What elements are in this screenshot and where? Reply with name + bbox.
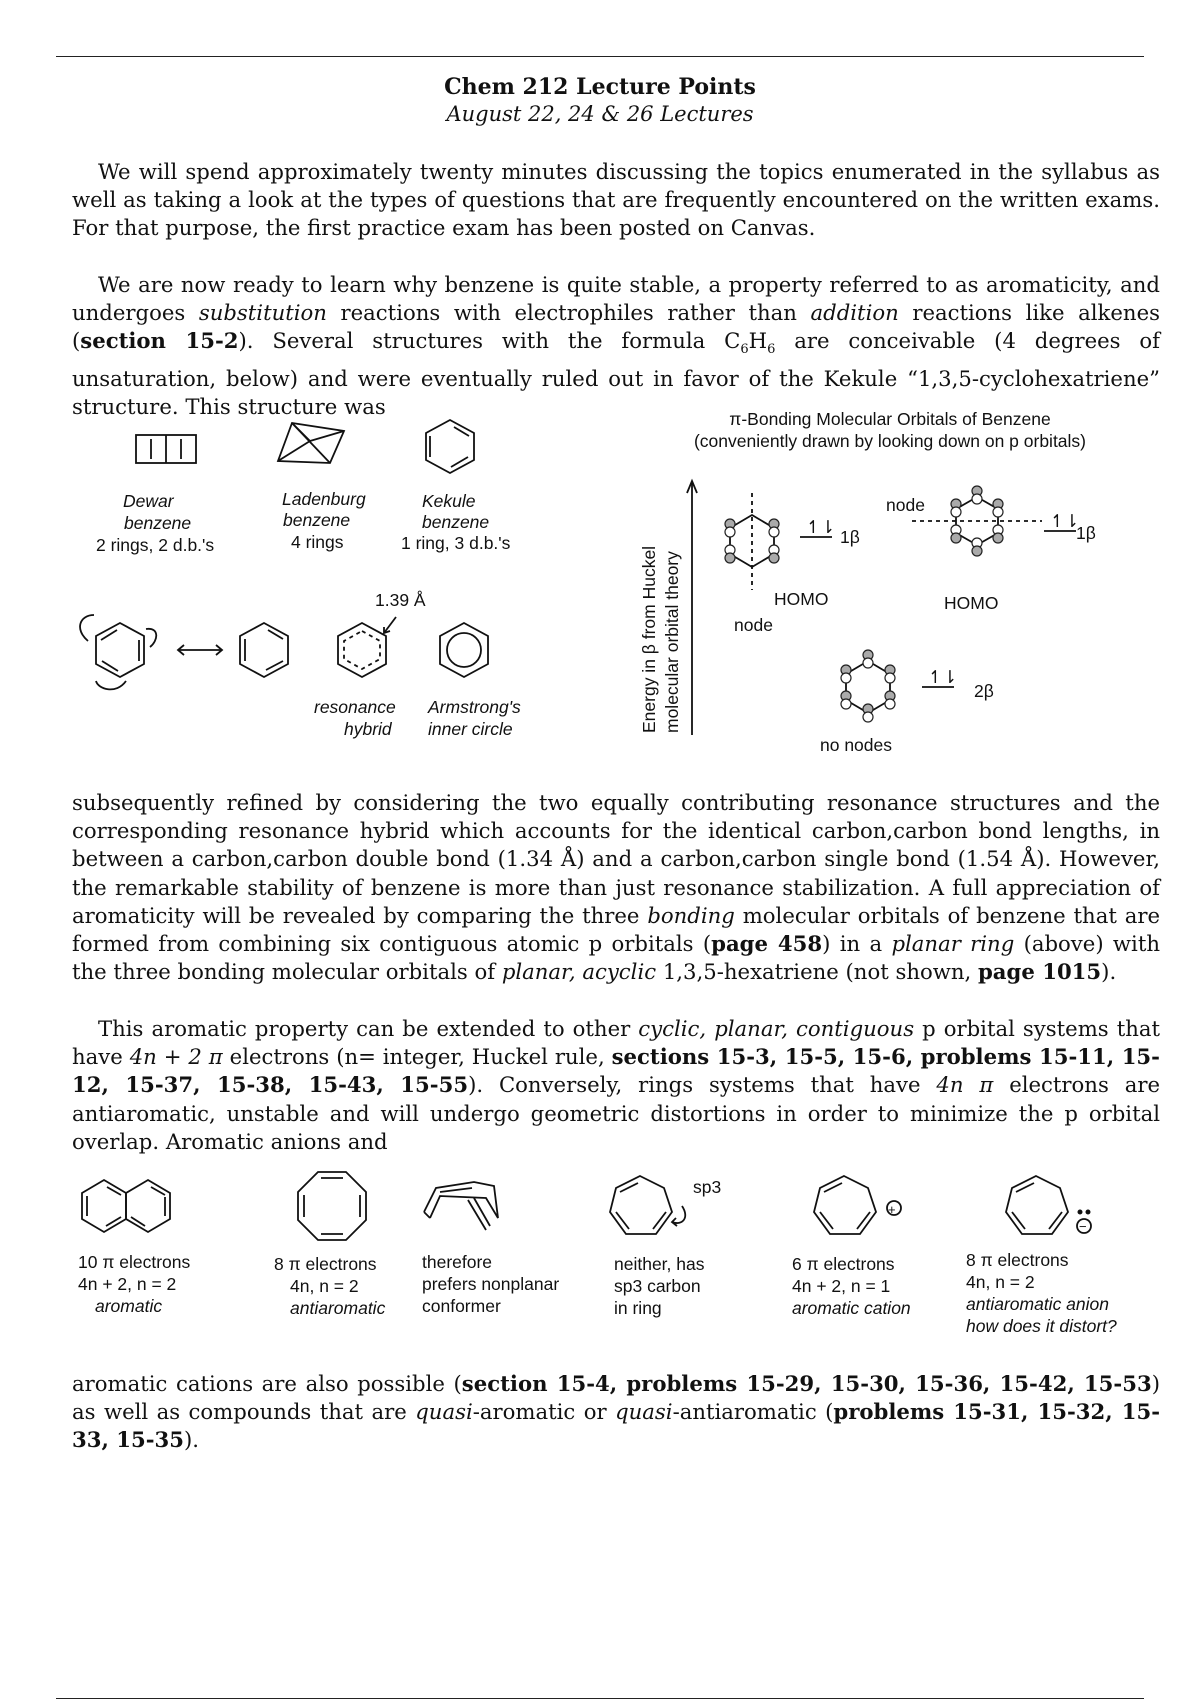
cycloheptatriene-label-3: in ring	[614, 1298, 662, 1318]
cot-label-1: 8 π electrons	[274, 1254, 377, 1274]
axis-label-1: Energy in β from Huckel	[639, 545, 659, 733]
homo-label-right: HOMO	[944, 593, 999, 613]
ladenburg-benzene-drawing	[278, 423, 344, 463]
resonance-structure-1	[80, 615, 156, 689]
homo-orbital-right	[912, 486, 1042, 556]
tub-label-3: conformer	[422, 1296, 501, 1316]
text-run-italic: quasi	[615, 1399, 673, 1425]
resonance-label-1: resonance	[314, 697, 396, 717]
text-run: We are now ready to learn why benzene is quite stable, a property referred to as aromaticity, and undergoes	[72, 272, 1160, 326]
text-run-italic: cyclic, planar, contiguous	[638, 1016, 915, 1041]
dewar-label-1: Dewar	[123, 491, 174, 511]
text-run: ) in a	[822, 931, 892, 957]
text-run-italic: 4n π	[936, 1072, 994, 1098]
lowest-orbital	[841, 650, 895, 722]
dewar-label-3: 2 rings, 2 d.b.'s	[96, 535, 215, 555]
cycloheptatriene-label-1: neither, has	[614, 1254, 705, 1274]
homo-orbital-left	[725, 493, 779, 590]
text-run-italic: substitution	[198, 300, 327, 326]
paragraph-cations	[72, 1370, 1160, 1455]
tub-label-1: therefore	[422, 1252, 493, 1272]
electron-pair-lowest: ↿⇂	[928, 667, 958, 687]
text-run-italic: addition	[810, 300, 899, 326]
no-nodes-label: no nodes	[820, 735, 893, 755]
electron-pair-left: ↿⇂	[806, 517, 836, 537]
text-run-bold: page 458	[711, 931, 823, 957]
text-run-bold: page 1015	[977, 959, 1102, 985]
paragraph-intro	[72, 158, 1160, 243]
kekule-label-2: benzene	[422, 512, 490, 532]
two-beta-label: 2β	[974, 681, 994, 701]
cot-label-3: antiaromatic	[290, 1298, 386, 1318]
subscript: 6	[740, 342, 749, 358]
text-run: -antiaromatic (	[672, 1399, 834, 1425]
naphthalene-label-2: 4n + 2, n = 2	[78, 1274, 177, 1294]
tropylium-label-2: 4n + 2, n = 1	[792, 1276, 891, 1296]
cycloheptatriene-drawing	[610, 1176, 685, 1234]
mo-title-2: (conveniently drawn by looking down on p orbitals)	[693, 431, 1087, 451]
armstrong-inner-circle-drawing	[440, 623, 488, 677]
naphthalene-drawing	[82, 1180, 170, 1232]
text-run-bold: section 15-2	[80, 328, 239, 354]
ladenburg-label-1: Ladenburg	[282, 489, 366, 509]
text-run: subsequently refined by considering the two equally contributing resonance structures and the corresponding resonance hybrid which accounts for the identical carbon,carbon bond lengths, in between a carbon,carbon double bond (1.34 Å) and a carbon,carbon single bond (1.54 Å). However, the remarkable stability of benzene is more than just resonance stabilization. A full appreciation of aromaticity will be revealed by comparing the three	[72, 790, 1160, 928]
ladenburg-label-3: 4 rings	[291, 532, 344, 552]
text-run: are conceivable (4 degrees of unsaturation, below) and were eventually ruled out in favor of the Kekule “1,3,5-cyclohexatriene” structure. This structure was	[72, 328, 1160, 420]
kekule-benzene-drawing	[426, 420, 474, 473]
text-run: -aromatic or	[472, 1399, 616, 1425]
node-label-left: node	[734, 615, 773, 635]
text-run-bold: section 15-4, problems 15-29, 15-30, 15-36, 15-42, 15-53	[461, 1371, 1152, 1396]
text-run: ) as well as compounds that are	[72, 1371, 1160, 1425]
armstrong-label-1: Armstrong's	[428, 697, 521, 717]
armstrong-label-2: inner circle	[428, 719, 513, 739]
minus-charge: −	[1079, 1219, 1087, 1234]
benzene-structures-figure	[0, 405, 1200, 765]
text-run-italic: 4n + 2 π	[129, 1044, 223, 1070]
axis-label-2: molecular orbital theory	[662, 551, 682, 733]
ladenburg-label-2: benzene	[283, 510, 351, 530]
homo-label-left: HOMO	[774, 589, 829, 609]
page-subtitle: August 22, 24 & 26 Lectures	[446, 102, 754, 126]
text-run: (above) with the three bonding molecular orbitals of	[72, 931, 1160, 985]
resonance-hybrid-drawing	[338, 617, 396, 677]
paragraph-aromaticity	[72, 789, 1160, 986]
text-run: aromatic cations are also possible (	[72, 1371, 462, 1396]
electron-pair-right: ↿⇂	[1050, 511, 1080, 531]
kekule-label-3: 1 ring, 3 d.b.'s	[401, 533, 511, 553]
bottom-rule	[56, 1698, 1144, 1699]
text-run: reactions like alkenes (	[72, 300, 1160, 354]
text-run: ). Conversely, rings systems that have	[468, 1072, 937, 1098]
plus-charge: +	[888, 1202, 896, 1217]
text-run: p orbital systems that have	[72, 1016, 1161, 1070]
cot-label-2: 4n, n = 2	[290, 1276, 359, 1296]
one-beta-left: 1β	[840, 527, 860, 547]
text-run: reactions with electrophiles rather than	[326, 300, 811, 326]
anion-label-2: 4n, n = 2	[966, 1272, 1035, 1292]
cyclooctatetraene-drawing	[298, 1172, 366, 1240]
anion-label-1: 8 π electrons	[966, 1250, 1069, 1270]
mo-title-1: π-Bonding Molecular Orbitals of Benzene	[729, 409, 1051, 429]
one-beta-right: 1β	[1076, 523, 1096, 543]
page-title: Chem 212 Lecture Points	[444, 74, 756, 100]
text-run-italic: quasi	[415, 1399, 473, 1425]
naphthalene-label-3: aromatic	[95, 1296, 163, 1316]
text-run-bold: sections 15-3, 15-5, 15-6, problems 15-11, 15-12, 15-37, 15-38, 15-43, 15-55	[72, 1044, 1160, 1098]
text-run: 1,3,5-hexatriene (not shown,	[656, 959, 978, 985]
text-run: molecular orbitals of benzene that are formed from combining six contiguous atomic p orbitals (	[72, 902, 1161, 957]
resonance-structure-2	[240, 623, 288, 677]
text-run: H	[748, 328, 768, 354]
resonance-label-2: hybrid	[344, 719, 392, 739]
paragraph-benzene	[72, 271, 1160, 421]
text-run: ).	[184, 1427, 200, 1453]
cycloheptatriene-label-2: sp3 carbon	[614, 1276, 701, 1296]
kekule-label-1: Kekule	[422, 491, 476, 511]
sp3-tag: sp3	[693, 1177, 722, 1197]
text-run: ). Several structures with the formula C	[238, 328, 741, 354]
bond-length-label: 1.39 Å	[375, 590, 426, 610]
top-rule	[56, 56, 1144, 57]
subscript: 6	[767, 342, 776, 358]
node-label-right: node	[886, 495, 925, 515]
anion-label-3: antiaromatic anion	[966, 1294, 1109, 1314]
text-run: electrons are antiaromatic, unstable and will undergo geometric distortions in order to minimize the p orbital overlap. Aromatic anions and	[72, 1072, 1160, 1154]
text-run: This aromatic property can be extended to other	[98, 1016, 639, 1041]
tub-conformer-drawing	[424, 1182, 498, 1230]
text-run-italic: planar, acyclic	[501, 959, 657, 985]
text-run-italic: planar ring	[891, 931, 1015, 957]
naphthalene-label-1: 10 π electrons	[78, 1252, 191, 1272]
text-run-italic: bonding	[647, 902, 735, 928]
dewar-benzene-drawing	[136, 435, 196, 463]
text-run: ).	[1101, 959, 1117, 985]
tub-label-2: prefers nonplanar	[422, 1274, 560, 1294]
tropylium-label-1: 6 π electrons	[792, 1254, 895, 1274]
ring-examples-figure	[0, 1160, 1200, 1345]
dewar-label-2: benzene	[124, 513, 192, 533]
paragraph-intro-text: We will spend approximately twenty minutes discussing the topics enumerated in the syllabus as well as taking a look at the types of questions that are frequently encountered on the written exams. For that purpose, the first practice exam has been posted on Canvas.	[72, 159, 1160, 241]
anion-label-4: how does it distort?	[966, 1316, 1117, 1336]
paragraph-huckel	[72, 1015, 1160, 1156]
text-run-bold: problems 15-31, 15-32, 15-33, 15-35	[72, 1399, 1160, 1453]
tropylium-label-3: aromatic cation	[792, 1298, 911, 1318]
text-run: electrons (n= integer, Huckel rule,	[222, 1044, 612, 1070]
